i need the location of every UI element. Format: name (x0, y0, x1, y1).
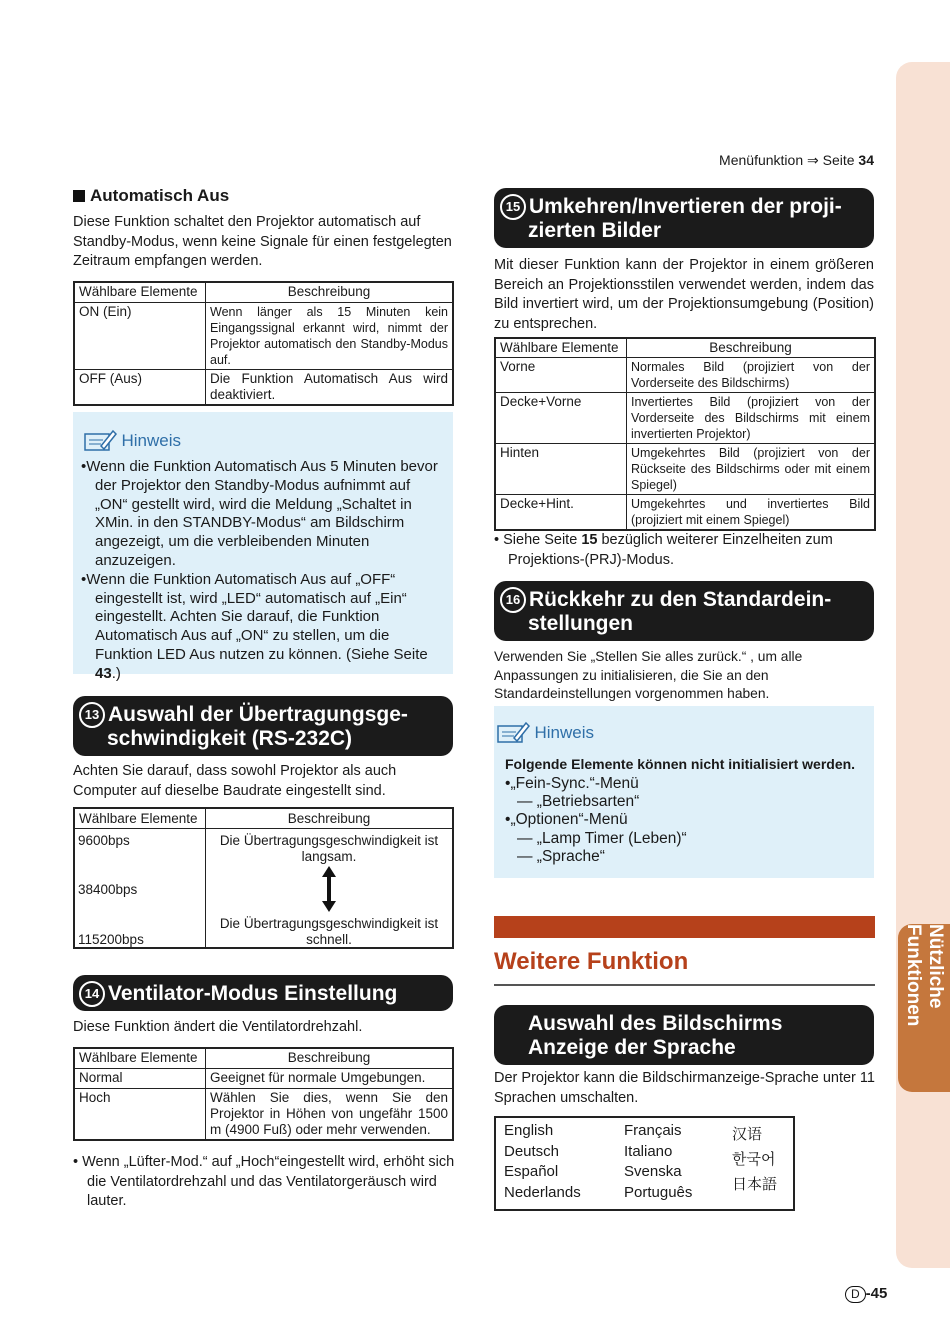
baud-table (73, 807, 454, 949)
hint-list-item: — „Lamp Timer (Leben)“ (517, 829, 687, 847)
section-13-intro: Achten Sie darauf, dass sowohl Projektor als auch Computer auf dieselbe Baudrate eingestellt sind. (73, 763, 397, 799)
table-cell: Normal (74, 1068, 206, 1088)
projection-table (494, 337, 876, 531)
language-table (494, 1116, 795, 1211)
table-header: Wählbare Elemente (79, 811, 198, 826)
language-column (732, 1122, 777, 1197)
table-row (495, 358, 875, 393)
hint-list-item: — „Betriebsarten“ (517, 793, 640, 811)
language-item: 한국어 (732, 1151, 776, 1168)
auto-off-heading: Automatisch Aus (73, 186, 229, 206)
auto-off-intro: Diese Funktion schaltet den Projektor automatisch auf Standby-Modus, wenn keine Signale für einen festgelegten Zeitraum empfangen werden. (73, 214, 452, 269)
language-column (624, 1121, 692, 1204)
hint-box (73, 412, 453, 682)
table-header: Beschreibung (287, 811, 371, 826)
weitere-funktion-title: Weitere Funktion (494, 948, 689, 975)
language-column (504, 1121, 581, 1204)
table-cell: Umgekehrtes und invertiertes Bild (projiziert mit einem Spiegel) (627, 495, 876, 531)
table-cell: ON (Ein) (74, 302, 206, 369)
hint-list-item: •„Optionen“-Menü (505, 811, 628, 829)
table-cell: Hoch (74, 1088, 206, 1140)
language-item: Deutsch (504, 1142, 560, 1160)
table-cell: Wenn länger als 15 Minuten kein Eingangssignal erkannt wird, nimmt der Projektor automatisch den Standby-Modus auf. (206, 302, 454, 369)
language-section-header: Auswahl des Bildschirms Anzeige der Sprache (494, 1005, 874, 1065)
language-item: Español (504, 1163, 559, 1181)
table-cell: Normales Bild (projiziert von der Vorderseite des Bildschirms) (627, 358, 876, 393)
language-intro: Der Projektor kann die Bildschirmanzeige-Sprache unter 11 Sprachen umschalten. (494, 1070, 875, 1106)
table-row (74, 302, 453, 369)
pencil-note-icon (83, 428, 117, 452)
hint-bold-line: Folgende Elemente können nicht initialisiert werden. (505, 756, 856, 772)
table-row (495, 393, 875, 444)
hint-box (494, 706, 874, 878)
section-16-intro: Verwenden Sie „Stellen Sie alles zurück.“ , um alle Anpassungen zu initialisieren, die Sie an den Standardeinstellungen vorgenommen haben. (494, 649, 803, 701)
language-item: Italiano (624, 1142, 673, 1160)
section-number-icon: 16 (500, 587, 526, 613)
table-cell: Decke+Hint. (495, 495, 627, 531)
table-cell: Hinten (495, 444, 627, 495)
table-cell: 38400bps (78, 882, 138, 897)
hint-list-item: •„Fein-Sync.“-Menü (505, 775, 639, 792)
table-cell: 115200bps (78, 932, 144, 947)
table-cell: Wählen Sie dies, wenn Sie den Projektor in Höhen von ungefähr 1500 m (4900 Fuß) oder mehr verwenden. (206, 1088, 454, 1140)
table-cell: Decke+Vorne (495, 393, 627, 444)
hint-box-edge (73, 412, 453, 420)
pencil-note-icon (496, 720, 530, 744)
section-14-header: 14 Ventilator-Modus Einstellung (73, 975, 453, 1011)
hint-header (496, 720, 594, 744)
page-number: D -45 (845, 1285, 887, 1303)
fan-table (73, 1047, 454, 1141)
hint-bullet: •Wenn die Funktion Automatisch Aus 5 Minuten bevor der Projektor den Standby-Modus aufnimmt auf „ON“ gestellt wird, wird die Meldung „Schaltet in XMin. in den STANDBY-Modus“ am Bildschirm angezeigt, um die verbleibenden Minuten anzuzeigen. (81, 458, 438, 569)
section-15-intro: Mit dieser Funktion kann der Projektor in einem größeren Bereich an Projektionsstilen verwendet werden, indem das Bild invertiert wird, um der Projektionsumgebung (Position) zu entsprechen. (494, 257, 874, 332)
section-number-icon: 14 (79, 981, 105, 1007)
table-header: Beschreibung (206, 282, 454, 302)
section-15-header: 15 Umkehren/Invertieren der proji- zierten Bilder (494, 188, 874, 248)
table-cell: Umgekehrtes Bild (projiziert von der Rückseite des Bildschirms oder mit einem Spiegel) (627, 444, 876, 495)
hint-list-item: — „Sprache“ (517, 847, 605, 865)
language-item: English (504, 1122, 554, 1139)
language-item: 汉语 (732, 1126, 763, 1143)
table-cell: Vorne (495, 358, 627, 393)
section-16-header: 16 Rückkehr zu den Standardein- stellungen (494, 581, 874, 641)
table-cell: 9600bps (78, 833, 130, 848)
table-cell: OFF (Aus) (74, 369, 206, 405)
language-code-badge: D (845, 1286, 866, 1303)
table-row (74, 369, 453, 405)
menu-reference (719, 152, 874, 169)
hint-title: Hinweis (121, 431, 181, 450)
auto-off-table (73, 281, 454, 406)
section-number-icon: 15 (500, 194, 526, 220)
section-14-note: • Wenn „Lüfter-Mod.“ auf „Hoch“eingestellt wird, erhöht sich die Ventilatordrehzahl und das Ventilatorgeräusch wird lauter. (73, 1154, 455, 1209)
title-underline (494, 984, 875, 986)
hint-header (83, 428, 181, 452)
table-cell: Die Funktion Automatisch Aus wird deaktiviert. (206, 369, 454, 405)
language-item: Français (624, 1122, 682, 1139)
table-row (74, 1068, 453, 1088)
table-cell: Die Übertragungsgeschwindigkeit ist schnell. (219, 916, 439, 947)
table-cell: Die Übertragungsgeschwindigkeit ist langsam. (219, 833, 439, 864)
language-item: Português (624, 1184, 693, 1202)
table-header: Beschreibung (206, 1048, 454, 1068)
section-13-header: 13 Auswahl der Übertragungsge- schwindigkeit (RS-232C) (73, 696, 453, 756)
hint-content (81, 458, 443, 684)
table-cell: Geeignet für normale Umgebungen. (206, 1068, 454, 1088)
hint-bullet: •Wenn die Funktion Automatisch Aus auf „OFF“ eingestellt ist, wird „LED“ automatisch auf „Ein“ eingestellt. Achten Sie darauf, die Funktion Automatisch Aus auf „ON“ zu stellen, um die Funktion LED Aus nutzen zu können. (Siehe Seite 43.) (81, 570, 428, 682)
hint-title: Hinweis (534, 723, 594, 742)
menu-reference-text: Menüfunktion ⇒ Seite (719, 152, 855, 168)
section-14-intro: Diese Funktion ändert die Ventilatordrehzahl. (73, 1019, 363, 1035)
table-header: Beschreibung (627, 338, 876, 358)
table-row (74, 1088, 453, 1140)
section-number-icon: 13 (79, 702, 105, 728)
square-bullet-icon (73, 190, 85, 202)
menu-reference-page: 34 (858, 152, 874, 168)
language-item: Nederlands (504, 1184, 581, 1202)
table-header: Wählbare Elemente (74, 282, 206, 302)
section-15-note: • Siehe Seite 15 bezüglich weiterer Einzelheiten zum Projektions-(PRJ)-Modus. (494, 532, 833, 568)
table-row (495, 444, 875, 495)
language-item: 日本語 (732, 1176, 778, 1193)
double-arrow-icon (321, 866, 337, 912)
side-tab-label: Nützliche Funktionen (903, 924, 946, 1027)
section-divider-bar (494, 916, 875, 938)
table-cell: Invertiertes Bild (projiziert von der Vorderseite des Bildschirms mit einem invertierten Projektor) (627, 393, 876, 444)
table-header: Wählbare Elemente (495, 338, 627, 358)
hint-list (505, 775, 687, 866)
language-item: Svenska (624, 1163, 682, 1181)
table-header: Wählbare Elemente (74, 1048, 206, 1068)
hint-box-edge (494, 706, 874, 714)
table-row (495, 495, 875, 531)
